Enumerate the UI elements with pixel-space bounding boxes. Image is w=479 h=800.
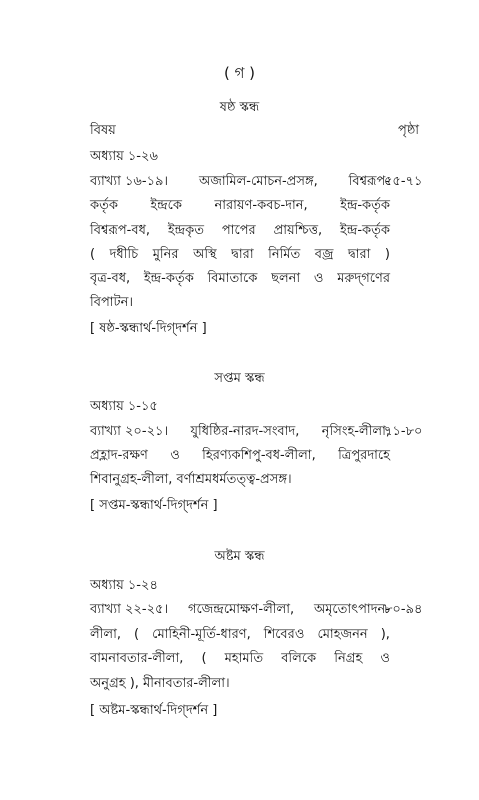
entry-line-7-2: প্রহ্লাদ-রক্ষণ ও হিরণ্যকশিপু-বধ-লীলা, ত্রিপুরদাহে	[90, 448, 390, 463]
page-range-8: ৮০-৯৪	[384, 602, 423, 617]
entry-line-8-3: বামনাবতার-লীলা, ( মহামতি বলিকে নিগ্রহ ও	[90, 651, 390, 666]
entry-line-8-4: অনুগ্রহ ), মীনাবতার-লীলা।	[90, 676, 230, 691]
entry-line-7-3: শিবানুগ্রহ-লীলা, বর্ণাশ্রমধর্মতত্ত্ব-প্রসঙ্গ।	[90, 472, 292, 487]
page-range-6: ৫৫-৭১	[384, 174, 423, 189]
entry-line-8-1: ব্যাখ্যা ২২-২৫। গজেন্দ্রমোক্ষণ-লীলা, অমৃতোৎপাদন-	[90, 602, 390, 617]
page-range-7: ৭১-৮০	[384, 424, 423, 439]
summary-8: [ অষ্টম-স্কন্ধার্থ-দিগ্‌দর্শন ]	[90, 703, 218, 718]
column-header-page: পৃষ্ঠা	[398, 123, 420, 138]
entry-line-6-3: বিশ্বরূপ-বধ, ইন্দ্রকৃত পাপের প্রায়শ্চিত্ত, ইন্দ্র-কর্তৃক	[90, 223, 390, 238]
entry-line-8-2: লীলা, ( মোহিনী-মূর্তি-ধারণ, শিবেরও মোহজনন ),	[90, 627, 390, 642]
section-title-6: ষষ্ঠ স্কন্ধ	[219, 100, 260, 115]
entry-line-6-5: বৃত্র-বধ, ইন্দ্র-কর্তৃক বিমাতাকে ছলনা ও মরুদ্‌গণের	[90, 271, 390, 286]
entry-line-6-4: ( দধীচি মুনির অস্থি দ্বারা নির্মিত বজ্র দ্বারা )	[90, 247, 390, 262]
section-title-7: সপ্তম স্কন্ধ	[214, 371, 265, 386]
entry-line-6-2: কর্তৃক ইন্দ্রকে নারায়ণ-কবচ-দান, ইন্দ্র-কর্তৃক	[90, 198, 390, 213]
chapter-range-8: অধ্যায় ১-২৪	[90, 578, 158, 593]
page-label: ( গ )	[223, 64, 256, 82]
chapter-range-6: অধ্যায় ১-২৬	[90, 149, 158, 164]
column-header-subject: বিষয়	[90, 123, 116, 138]
summary-6: [ ষষ্ঠ-স্কন্ধার্থ-দিগ্‌দর্শন ]	[90, 321, 207, 336]
section-title-8: অষ্টম স্কন্ধ	[214, 549, 265, 564]
summary-7: [ সপ্তম-স্কন্ধার্থ-দিগ্‌দর্শন ]	[90, 498, 218, 513]
chapter-range-7: অধ্যায় ১-১৫	[90, 399, 158, 414]
entry-line-6-6: বিপাটন।	[90, 295, 134, 310]
entry-line-6-1: ব্যাখ্যা ১৬-১৯। অজামিল-মোচন-প্রসঙ্গ, বিশ্বরূপ-	[90, 174, 390, 189]
entry-line-7-1: ব্যাখ্যা ২০-২১। যুধিষ্ঠির-নারদ-সংবাদ, নৃসিংহ-লীলা,	[90, 424, 390, 439]
